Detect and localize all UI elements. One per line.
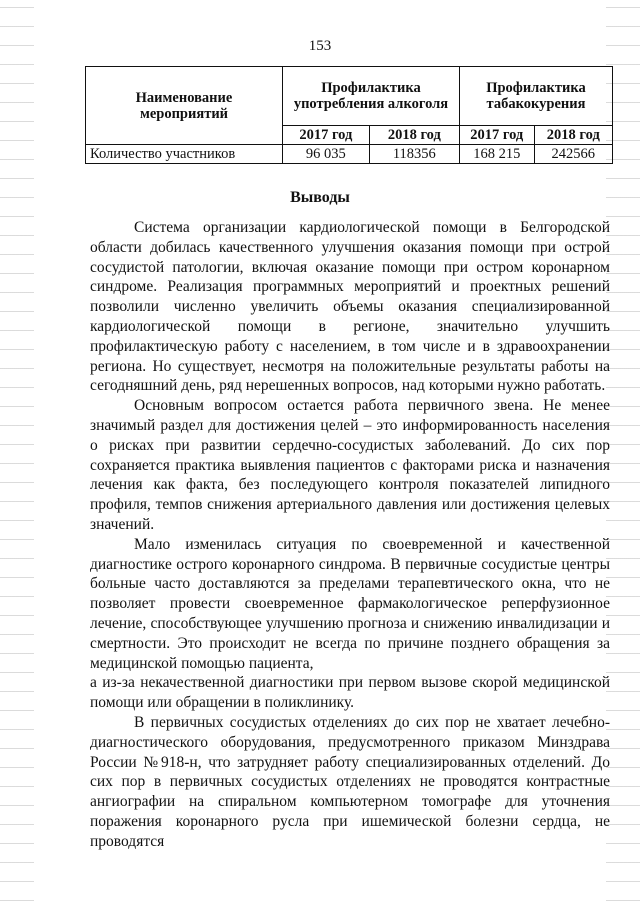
column-group-tobacco: Профилактика табакокурения bbox=[459, 67, 612, 126]
paragraph: а из-за некачественной диагностики при первом вызове скорой медицинской помощи или обращении в поликлинику. bbox=[90, 674, 610, 712]
year-header: 2017 год bbox=[283, 126, 370, 145]
table-cell: 96 035 bbox=[283, 145, 370, 164]
table-cell: 168 215 bbox=[459, 145, 534, 164]
year-header: 2018 год bbox=[534, 126, 612, 145]
column-group-alcohol: Профилактика употребления алкоголя bbox=[283, 67, 460, 126]
scan-noise-left bbox=[0, 0, 34, 905]
paragraph: Мало изменилась ситуация по своевременной и качественной диагностике острого коронарного синдрома. В первичные сосудистые центры больные часто доставляются за пределами терапевтического окна, что не позволяет провести своевременное фармакологическое реперфузионное лечение, способствующее улучшению прогноза и снижению инвалидизации и смертности. Это происходит не всегда по причине позднего обращения за медицинской помощью пациента, bbox=[90, 535, 610, 672]
table-cell: 242566 bbox=[534, 145, 612, 164]
events-table bbox=[85, 66, 613, 164]
section-title: Выводы bbox=[290, 189, 350, 206]
paragraph: Основным вопросом остается работа первичного звена. Не менее значимый раздел для достижения целей – это информированность населения о рисках при развитии сердечно-сосудистых заболеваний. До сих пор сохраняется практика выявления пациентов с факторами риска и назначения лечения как факта, без последующего контроля показателей липидного профиля, темпов снижения артериального давления или достижения целевых значений. bbox=[90, 397, 610, 533]
paragraph: Система организации кардиологической помощи в Белгородской области добилась качественного улучшения оказания помощи при острой сосудистой патологии, включая оказание помощи при остром коронарном синдроме. Реализация программных мероприятий и проектных решений позволили численно увеличить объемы оказания специализированной кардиологической помощи в регионе, значительно улучшить профилактическую работу с населением, в том числе и в здравоохранении региона. Но существует, несмотря на положительные результаты работы на сегодняшний день, ряд нерешенных вопросов, над которыми нужно работать. bbox=[90, 219, 610, 395]
year-header: 2018 год bbox=[369, 126, 459, 145]
table-row bbox=[86, 145, 613, 164]
paragraph: В первичных сосудистых отделениях до сих пор не хватает лечебно-диагностического оборудования, предусмотренного приказом Минздрава России №918-н, что затрудняет работу специализированных отделений. До сих пор в первичных сосудистых отделениях не проводятся контрастные ангиографии на спиральном компьютерном томографе для уточнения поражения коронарного русла при ишемической болезни сердца, не проводятся bbox=[90, 713, 610, 850]
page-number: 153 bbox=[308, 38, 332, 54]
row-label: Количество участников bbox=[86, 145, 283, 164]
table-cell: 118356 bbox=[369, 145, 459, 164]
column-header-name: Наименование мероприятий bbox=[86, 67, 283, 145]
year-header: 2017 год bbox=[459, 126, 534, 145]
body-text bbox=[90, 218, 610, 852]
